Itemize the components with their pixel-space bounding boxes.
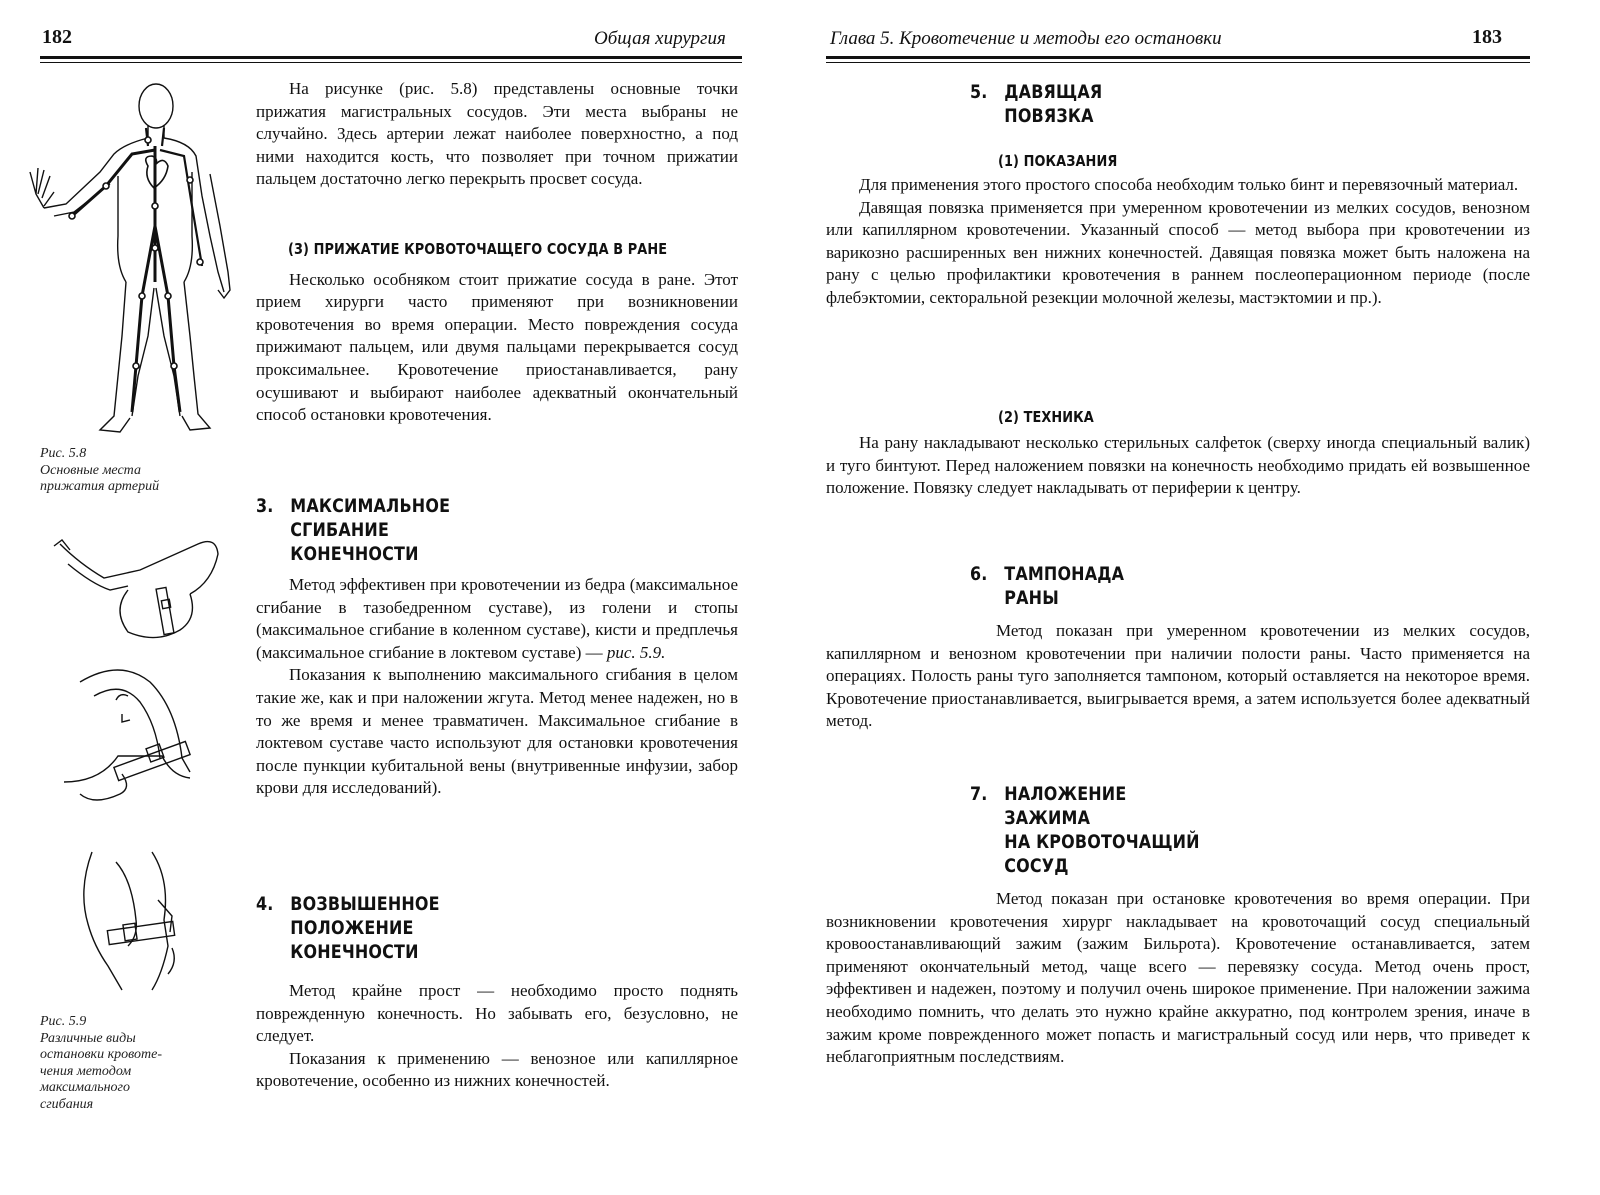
left-page [0, 0, 790, 1195]
section-title-line: ВОЗВЫШЕННОЕ [290, 893, 440, 915]
section-title-line: СОСУД [1004, 855, 1069, 877]
section-title-line: ДАВЯЩАЯ [1004, 81, 1103, 103]
section-paragraph [256, 574, 738, 664]
section-number: 3. [256, 495, 274, 517]
intro-paragraph: На рисунке (рис. 5.8) представлены основные точки прижатия магистральных сосудов. Эти места выбраны не случайно. Здесь артерии лежат наиболее поверхностно, а под ними находится кость, что позволяет при точном прижатии пальцем достаточно легко перекрыть просвет сосуда. [256, 79, 738, 189]
figure-5-8-caption [40, 446, 240, 496]
right-page [820, 0, 1600, 1195]
figure-5-9-knee-flexion [60, 662, 210, 812]
section-number: 6. [970, 563, 988, 585]
section-title-line: СГИБАНИЕ [290, 519, 390, 541]
section-title-line: ПОВЯЗКА [1004, 105, 1094, 127]
section-paragraph: Для применения этого простого способа необходим только бинт и перевязочный материал. [859, 175, 1519, 194]
subsection-heading: (3) ПРИЖАТИЕ КРОВОТОЧАЩЕГО СОСУДА В РАНЕ [288, 240, 668, 258]
section-5-sub2-heading: (2) ТЕХНИКА [998, 408, 1094, 426]
section-5-sub1-body [826, 174, 1530, 310]
section-title-line: КОНЕЧНОСТИ [290, 941, 419, 963]
caption-line: прижатия артерий [40, 479, 160, 494]
caption-line: остановки кровоте- [40, 1047, 162, 1062]
section-number: 7. [970, 783, 988, 805]
section-paragraph: Давящая повязка применяется при умеренном кровотечении из мелких сосудов, венозном или капиллярном кровотечении. Указанный способ — метод выбора при кровотечении из варикозно расширенных вен нижних конечностей. Давящая повязка может быть наложена на рану с целью профилактики кровотечения в раннем послеоперационном периоде (после флебэктомии, секторальной резекции молочной железы, мастэктомии и пр.). [826, 197, 1530, 307]
section-paragraph: Показания к применению — венозное или капиллярное кровотечение, особенно из нижних конечностей. [256, 1048, 738, 1091]
caption-line: чения методом [40, 1063, 132, 1079]
page-number: 183 [1472, 26, 1502, 48]
section-4-heading [256, 892, 440, 964]
page-number: 182 [42, 26, 72, 48]
header-rule [826, 56, 1530, 63]
section-4-body [256, 980, 738, 1093]
section-title-line: ЗАЖИМА [1004, 807, 1091, 829]
section-7-body [826, 888, 1530, 1069]
running-title: Общая хирургия [594, 28, 726, 49]
section-paragraph: На рану накладывают несколько стерильных салфеток (сверху иногда специальный валик) и туго бинтуют. Перед наложением повязки на конечность необходимо придать ей возвышенное положение. Повязку следует накладывать от периферии к центру. [826, 433, 1530, 498]
section-6-heading [970, 562, 1124, 610]
section-paragraph: Показания к выполнению максимального сгибания в целом такие же, как и при наложении жгута. Метод менее надежен, но в то же время и менее травматичен. Максимальное сгибание в локтевом суставе часто используют для остановки кровотечения после пункции кубитальной вены (внутривенные инфузии, забор крови для исследований). [256, 665, 738, 798]
section-6-body [826, 620, 1530, 733]
caption-line: Различные виды [40, 1030, 136, 1046]
right-running-header [820, 26, 1600, 56]
section-title-line: МАКСИМАЛЬНОЕ [290, 495, 451, 517]
section-title-line: НА КРОВОТОЧАЩИЙ [1004, 831, 1200, 853]
section-paragraph: Метод крайне прост — необходимо просто поднять поврежденную конечность. Но забывать его, безусловно, не следует. [256, 981, 738, 1046]
left-intro-block [256, 78, 738, 191]
caption-line: Основные места [40, 462, 141, 478]
section-title-line: ПОЛОЖЕНИЕ [290, 917, 414, 939]
header-rule [40, 56, 742, 63]
caption-line: сгибания [40, 1096, 94, 1112]
section-7-heading [970, 782, 1200, 878]
left-running-header [0, 26, 790, 56]
section-number: 4. [256, 893, 274, 915]
section-paragraph: Метод показан при умеренном кровотечении из мелких сосудов, капиллярном и венозном кровотечении при наличии полости раны. Часто применяется на операциях. Полость раны туго заполняется тампоном, который оставляется на некоторое время. Кровотечение приостанавливается, выигрывается время, а затем используется более адекватный метод. [826, 621, 1530, 731]
subsection-3-block [256, 238, 738, 427]
caption-label: Рис. 5.9 [40, 1014, 87, 1029]
section-5-sub1-heading: (1) ПОКАЗАНИЯ [998, 152, 1118, 170]
section-title-line: НАЛОЖЕНИЕ [1004, 783, 1127, 805]
section-title-line: КОНЕЧНОСТИ [290, 543, 419, 565]
section-number: 5. [970, 81, 988, 103]
caption-line: максимального [40, 1080, 130, 1095]
paragraph-text: Метод эффективен при кровотечении из бедра (максимальное сгибание в тазобедренном суставе), из голени и стопы (максимальное сгибание в коленном суставе), кисти и предплечья (максимальное сгибание в локтевом суставе) — [256, 575, 738, 662]
section-title-line: РАНЫ [1004, 587, 1059, 609]
section-3-heading [256, 494, 450, 566]
figure-5-9-leg-flexion [48, 530, 228, 646]
figure-reference: рис. 5.9. [606, 642, 666, 662]
caption-label: Рис. 5.8 [40, 446, 87, 461]
subsection-paragraph: Несколько особняком стоит прижатие сосуда в ране. Этот прием хирурги часто применяют при возникновении кровотечения во время операции. Место повреждения сосуда прижимают пальцем, или двумя пальцами перекрывается сосуд проксимальнее. Кровотечение приостанавливается, рану осушивают и выбирают наиболее адекватный окончательный способ остановки кровотечения. [256, 269, 738, 425]
figure-5-8-arteries [14, 76, 236, 446]
section-paragraph: Метод показан при остановке кровотечения во время операции. При возникновении кровотечения хирург накладывает на кровоточащий сосуд специальный кровоостанавливающий зажим (зажим Бильрота). Кровотечение останавливается, затем применяют окончательный метод, чаще всего — перевязку сосуда. Метод очень прост, эффективен и надежен, поэтому и получил очень широкое применение. При наложении зажима необходимо помнить, что делать это нужно крайне аккуратно, под контролем зрения, иначе в зажим кроме поврежденного может попасть и магистральный сосуд или нерв, что приведет к неблагоприятным последствиям. [826, 889, 1530, 1067]
section-title-line: ТАМПОНАДА [1004, 563, 1125, 585]
figure-5-9-caption [40, 1014, 230, 1113]
section-5-heading [970, 80, 1102, 128]
section-5-sub2-body [826, 432, 1530, 500]
running-title: Глава 5. Кровотечение и методы его остановки [830, 28, 1222, 49]
section-3-body [256, 574, 738, 800]
figure-5-9-elbow-flexion [72, 850, 192, 1000]
